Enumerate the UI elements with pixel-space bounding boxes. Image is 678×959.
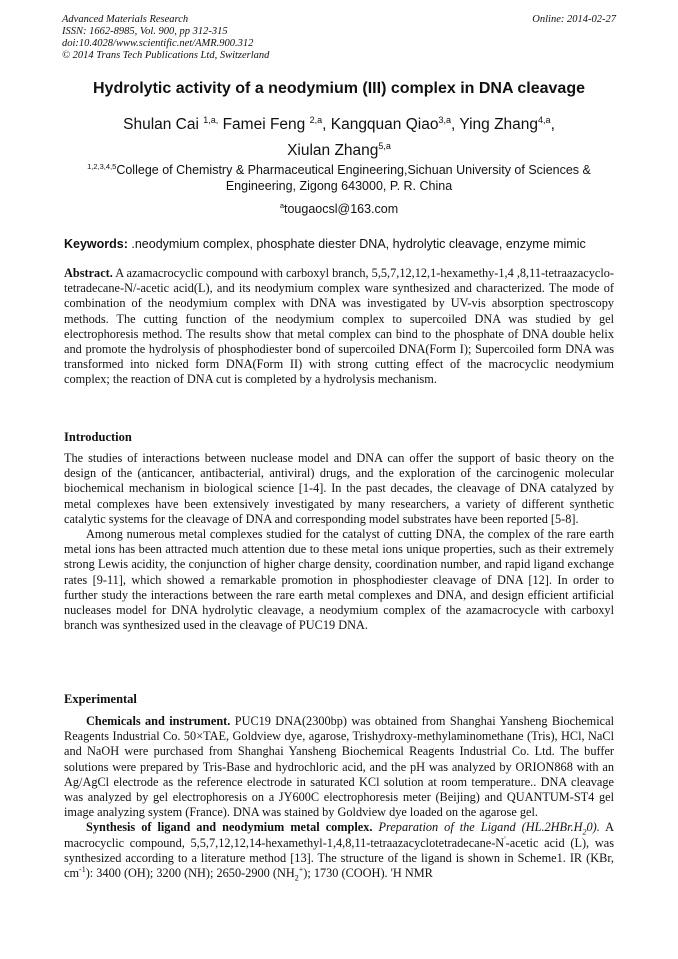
experimental-heading: Experimental [64,692,137,706]
paper-title: Hydrolytic activity of a neodymium (III) complex in DNA cleavage [93,80,585,97]
author-affil-mark: 5,a [378,140,391,151]
email-mark: a [279,200,284,210]
journal-name: Advanced Materials Research [62,14,189,25]
author-name: Shulan Cai [123,116,199,133]
author-affil-mark: 4,a [538,114,551,125]
email-address: tougaocsl@163.com [284,202,399,216]
introduction-section [64,451,614,633]
abstract-text: A azamacrocyclic compound with carboxyl branch, 5,5,7,12,12,1-hexamethy-1,4 ,8,11-tetraazacyclo- tetradecane-N/-acetic acid(L), and its neodymium complex ware synthesized and characterized. The mode of combination of the neodymium complex with DNA was investigated by UV-vis absorption spectroscopy methods. The cutting function of the neodymium complex to supercoiled DNA was studied by gel electrophoresis method. The results show that metal complex can bind to the phosphate of DNA double helix and promote the hydrolysis of phosphodiester bond of supercoiled DNA(Form I); Supercoiled form DNA was transformed into nicked form DNA(Form II) with strong cutting effect of the macrocyclic neodymium complex; the reaction of DNA cut is completed by a hydrolysis mechanism. [64,266,614,387]
author-name: Kangquan Qiao [330,116,439,133]
online-date: Online: 2014-02-27 [532,14,616,25]
keywords-text: .neodymium complex, phosphate diester DNA, hydrolytic cleavage, enzyme mimic [127,237,586,251]
keywords-label: Keywords: [64,237,128,251]
subsection-label: Synthesis of ligand and neodymium metal complex. [86,820,373,835]
copyright: © 2014 Trans Tech Publications Ltd, Switzerland [62,50,270,61]
abstract-label: Abstract. [64,266,113,280]
doi: doi:10.4028/www.scientific.net/AMR.900.312 [62,38,254,49]
contact-email [60,202,618,216]
author-affil-mark: 1,a, [203,114,219,125]
journal-metadata [62,14,269,62]
introduction-heading: Introduction [64,430,132,444]
author-affil-mark: 2,a [309,114,323,125]
affiliation [70,162,608,194]
affiliation-mark: 1,2,3,4,5 [87,161,117,171]
author-list: Shulan Cai $^{1,a,}$ Famei Feng $^{2,a}$, Kangquan Qiao$^{3,a}$, Ying Zhang$^{4,a}$, Xiulan Zhang$^{5,a}$ [123,114,555,159]
keywords [64,237,616,251]
paragraph: Among numerous metal complexes studied for the catalyst of cutting DNA, the complex of the rare earth metal ions has been attracted much attention due to these metal ions unique properties, such as their extremely strong Lewis acidity, the conjunction of higher charge density, coordination number, and rapid ligand exchange rates [9-11], which showed a remarkable promotion in phosphodiester cleavage of DNA [12]. In order to further study the interactions between the rare earth metal complexes and DNA, and design efficient artificial nucleases model for DNA hydrolytic cleavage, a neodymium complex of the azamacrocycle with carboxyl branch was synthesized used in the cleavage of PUC19 DNA. [64,527,614,633]
paragraph [64,714,614,820]
abstract [64,266,614,388]
issn: ISSN: 1662-8985, Vol. 900, pp 312-315 [62,26,228,37]
paragraph: The studies of interactions between nuclease model and DNA can offer the support of basic theory on the design of the (anticancer, antibacterial, antiviral) drugs, and the exploration of the carcinogenic molecular biochemical mechanism in biological science [1-4]. In the past decades, the cleavage of DNA catalyzed by metal complexes have been extensively investigated by many researchers, a variety of different synthetic catalytic systems for the cleavage of DNA and corresponding model substrates have been reported [5-8]. [64,451,614,526]
paragraph: Synthesis of ligand and neodymium metal complex. Preparation of the Ligand $(HL.2HBr.H_20)$. A macrocyclic compound, 5,5,7,12,12,14-hexamethyl-1,4,8,11-tetraazacyclotetradecane-N'-acetic acid (L), was synthesized according to a literature method [13]. The structure of the ligand is shown in Scheme1. IR (KBr, $cm^{-1}$): 3400 (OH); 3200 (NH); 2650-2900 $(NH_2^+)$; 1730 (COOH). 'H NMR [64,820,614,883]
author-name: Xiulan Zhang [287,142,379,159]
subsubsection-label: Preparation of the Ligand $(HL.2HBr.H_20)$. [372,820,600,837]
experimental-section [64,714,614,881]
affiliation-text: College of Chemistry & Pharmaceutical Engineering,Sichuan University of Sciences & Engineering, Zigong 643000, P. R. China [116,163,591,193]
author-affil-mark: 3,a [438,114,451,125]
paragraph-text: PUC19 DNA(2300bp) was obtained from Shanghai Yansheng Biochemical Reagents Industrial Co. 50×TAE, Goldview dye, agarose, Trishydroxy-methylaminomethane (Tris), HCl, NaCl and NaOH were purchased from Shanghai Yansheng Biochemical Reagents Industrial Co. Ltd. The buffer solutions were prepared by Tris-Base and hydrochloric acid, and the pH was analyzed by ORION868 with an Ag/AgCl electrode as the reference electrode in saturated KCl solution at room temperature.. DNA cleavage was analyzed by gel electrophoresis on a JY600C electrophoresis meter (Beijing) and QUANTUM-ST4 gel image analyzing system (France). DNA was stained by Goldview dye loaded on the agarose gel. [64,714,614,820]
author-name: Ying Zhang [459,116,539,133]
author-name: Famei Feng [222,116,306,133]
subsection-label: Chemicals and instrument. [86,714,231,728]
